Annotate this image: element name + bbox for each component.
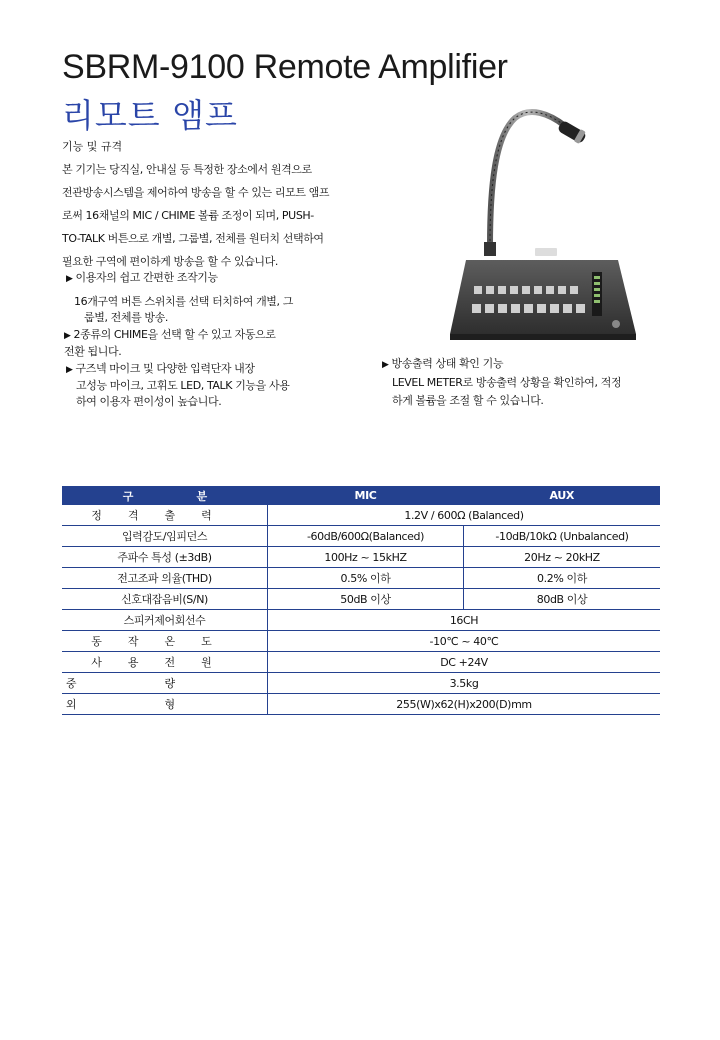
table-row [62, 505, 660, 526]
spec-table [62, 486, 660, 715]
triangle-right-icon: ▶ [66, 365, 73, 375]
row-value-mic: -60dB/600Ω(Balanced) [268, 526, 464, 547]
table-row [62, 631, 660, 652]
page-subtitle: 리모트 앰프 [62, 96, 238, 135]
row-label: 정격출력 [62, 505, 268, 526]
row-value-aux: -10dB/10kΩ (Unbalanced) [464, 526, 661, 547]
page-title: SBRM-9100 Remote Amplifier [62, 48, 508, 86]
row-label: 외형 [62, 694, 268, 715]
table-row [62, 568, 660, 589]
triangle-right-icon: ▶ [66, 274, 73, 284]
row-value: 3.5kg [268, 673, 661, 694]
row-value: -10℃ ~ 40℃ [268, 631, 661, 652]
row-label: 중량 [62, 673, 268, 694]
row-label: 사용전원 [62, 652, 268, 673]
row-label: 신호대잡음비(S/N) [62, 589, 268, 610]
section-label: 기능 및 규격 [62, 140, 123, 153]
row-label: 스피커제어회선수 [62, 610, 268, 631]
table-row [62, 610, 660, 631]
triangle-right-icon: ▶ [382, 360, 389, 370]
feature-1-body: 16개구역 버튼 스위치를 선택 터치하여 개별, 그 룹별, 전체를 방송. [74, 295, 293, 324]
header-aux: AUX [464, 486, 661, 505]
product-image [440, 96, 640, 346]
row-value: 1.2V / 600Ω (Balanced) [268, 505, 661, 526]
row-label: 전고조파 의율(THD) [62, 568, 268, 589]
intro-line: 로써 16채널의 MIC / CHIME 볼륨 조정이 되며, PUSH- [62, 209, 314, 222]
header-mic: MIC [268, 486, 464, 505]
table-row [62, 589, 660, 610]
header-category: 구 분 [62, 486, 268, 505]
row-label: 동작온도 [62, 631, 268, 652]
row-value: DC +24V [268, 652, 661, 673]
row-value-aux: 80dB 이상 [464, 589, 661, 610]
table-row [62, 526, 660, 547]
row-value-mic: 50dB 이상 [268, 589, 464, 610]
triangle-right-icon: ▶ [64, 331, 71, 341]
table-row [62, 673, 660, 694]
intro-line: 전관방송시스템을 제어하여 방송을 할 수 있는 리모트 앰프 [62, 186, 330, 199]
table-row [62, 694, 660, 715]
row-label: 주파수 특성 (±3dB) [62, 547, 268, 568]
intro-line: 필요한 구역에 편이하게 방송을 할 수 있습니다. [62, 255, 278, 268]
row-value-mic: 0.5% 이하 [268, 568, 464, 589]
feature-1-title: ▶ 이용자의 쉽고 간편한 조작기능 [66, 270, 218, 287]
row-value-aux: 20Hz ~ 20kHZ [464, 547, 661, 568]
row-value-aux: 0.2% 이하 [464, 568, 661, 589]
row-label: 입력감도/임피던스 [62, 526, 268, 547]
intro-text [62, 158, 362, 273]
feature-2: ▶ 2종류의 CHIME을 선택 할 수 있고 자동으로 전환 됩니다. [64, 328, 276, 358]
row-value: 255(W)x62(H)x200(D)mm [268, 694, 661, 715]
table-header-row [62, 486, 660, 505]
row-value: 16CH [268, 610, 661, 631]
table-row [62, 652, 660, 673]
table-row [62, 547, 660, 568]
feature-3: ▶ 구즈넥 마이크 및 다양한 입력단자 내장 고성능 마이크, 고휘도 LED, TALK 기능을 사용 하여 이용자 편이성이 높습니다. [66, 362, 290, 408]
row-value-mic: 100Hz ~ 15kHZ [268, 547, 464, 568]
intro-line: 본 기기는 당직실, 안내실 등 특정한 장소에서 원격으로 [62, 163, 312, 176]
intro-line: TO-TALK 버튼으로 개별, 그룹별, 전체를 원터치 선택하여 [62, 232, 324, 245]
feature-4: ▶ 방송출력 상태 확인 기능 LEVEL METER로 방송출력 상황을 확인하여, 적정 하게 볼륨을 조절 할 수 있습니다. [382, 357, 622, 407]
